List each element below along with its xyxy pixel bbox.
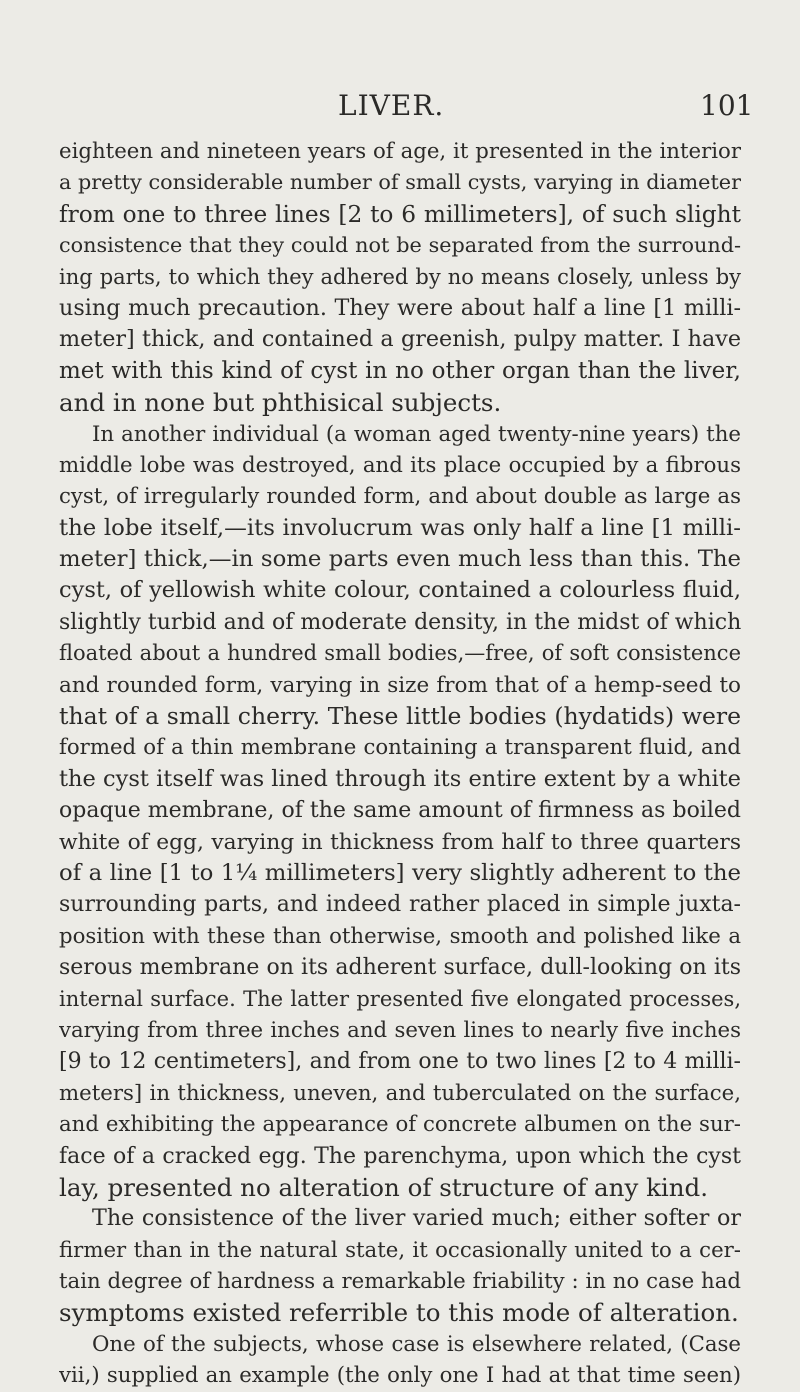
text-line: cyst, of yellowish white colour, contained a colourless fluid, <box>59 577 741 604</box>
text-line: and in none but phthisical subjects. <box>59 388 502 418</box>
text-line: the cyst itself was lined through its entire extent by a white <box>59 765 741 792</box>
text-line: vii,) supplied an example (the only one I had at that time seen) <box>59 1363 741 1389</box>
text-line: firmer than in the natural state, it occasionally united to a cer- <box>59 1237 741 1263</box>
text-line: the lobe itself,—its involucrum was only half a line [1 milli- <box>59 514 741 541</box>
text-line: using much precaution. They were about half a line [1 milli- <box>59 294 741 321</box>
text-line: opaque membrane, of the same amount of firmness as boiled <box>59 798 741 824</box>
text-line: meter] thick,—in some parts even much less than this. The <box>59 546 741 573</box>
text-line: ing parts, to which they adhered by no means closely, unless by <box>59 264 741 289</box>
text-line: of a line [1 to 1¼ millimeters] very slightly adherent to the <box>59 859 741 886</box>
text-line: a pretty considerable number of small cysts, varying in diameter <box>59 170 741 195</box>
text-line: [9 to 12 centimeters], and from one to two lines [2 to 4 milli- <box>59 1049 741 1075</box>
text-line: formed of a thin membrane containing a transparent fluid, and <box>59 735 741 761</box>
running-title: LIVER. <box>338 89 445 122</box>
page-header <box>0 86 800 126</box>
text-line: middle lobe was destroyed, and its place occupied by a fibrous <box>59 452 741 478</box>
text-line: tain degree of hardness a remarkable friability : in no case had <box>59 1269 741 1295</box>
text-line: and rounded form, varying in size from that of a hemp-seed to <box>59 672 741 698</box>
text-line: varying from three inches and seven lines to nearly five inches <box>59 1017 741 1043</box>
text-line: internal surface. The latter presented five elongated processes, <box>59 986 741 1011</box>
text-line: surrounding parts, and indeed rather placed in simple juxta- <box>59 892 741 918</box>
page-number: 101 <box>700 89 754 122</box>
text-line: from one to three lines [2 to 6 millimeters], of such slight <box>59 200 741 228</box>
text-line: In another individual (a woman aged twenty-nine years) the <box>92 421 741 447</box>
text-line: floated about a hundred small bodies,—free, of soft consistence <box>59 641 741 666</box>
text-line: consistence that they could not be separated from the surround- <box>59 233 741 258</box>
text-line: face of a cracked egg. The parenchyma, upon which the cyst <box>59 1143 741 1169</box>
text-line: position with these than otherwise, smooth and polished like a <box>59 923 741 949</box>
text-line: cyst, of irregularly rounded form, and about double as large as <box>59 484 741 510</box>
text-line: eighteen and nineteen years of age, it presented in the interior <box>59 139 741 164</box>
text-line: lay, presented no alteration of structure of any kind. <box>59 1172 708 1202</box>
text-line: meter] thick, and contained a greenish, pulpy matter. I have <box>59 326 741 353</box>
text-line: met with this kind of cyst in no other organ than the liver, <box>59 357 741 384</box>
text-line: and exhibiting the appearance of concrete albumen on the sur- <box>59 1112 741 1138</box>
text-line: The consistence of the liver varied much; either softer or <box>92 1205 741 1232</box>
text-line: slightly turbid and of moderate density, in the midst of which <box>59 609 741 635</box>
text-line: One of the subjects, whose case is elsewhere related, (Case <box>92 1331 741 1357</box>
text-line: that of a small cherry. These little bodies (hydatids) were <box>59 702 741 731</box>
text-line: white of egg, varying in thickness from half to three quarters <box>59 829 741 855</box>
text-line: symptoms existed referrible to this mode of alteration. <box>59 1298 739 1328</box>
text-line: serous membrane on its adherent surface, dull-looking on its <box>59 955 741 981</box>
text-line: meters] in thickness, uneven, and tuberculated on the surface, <box>59 1080 741 1106</box>
body-text <box>59 136 741 1392</box>
